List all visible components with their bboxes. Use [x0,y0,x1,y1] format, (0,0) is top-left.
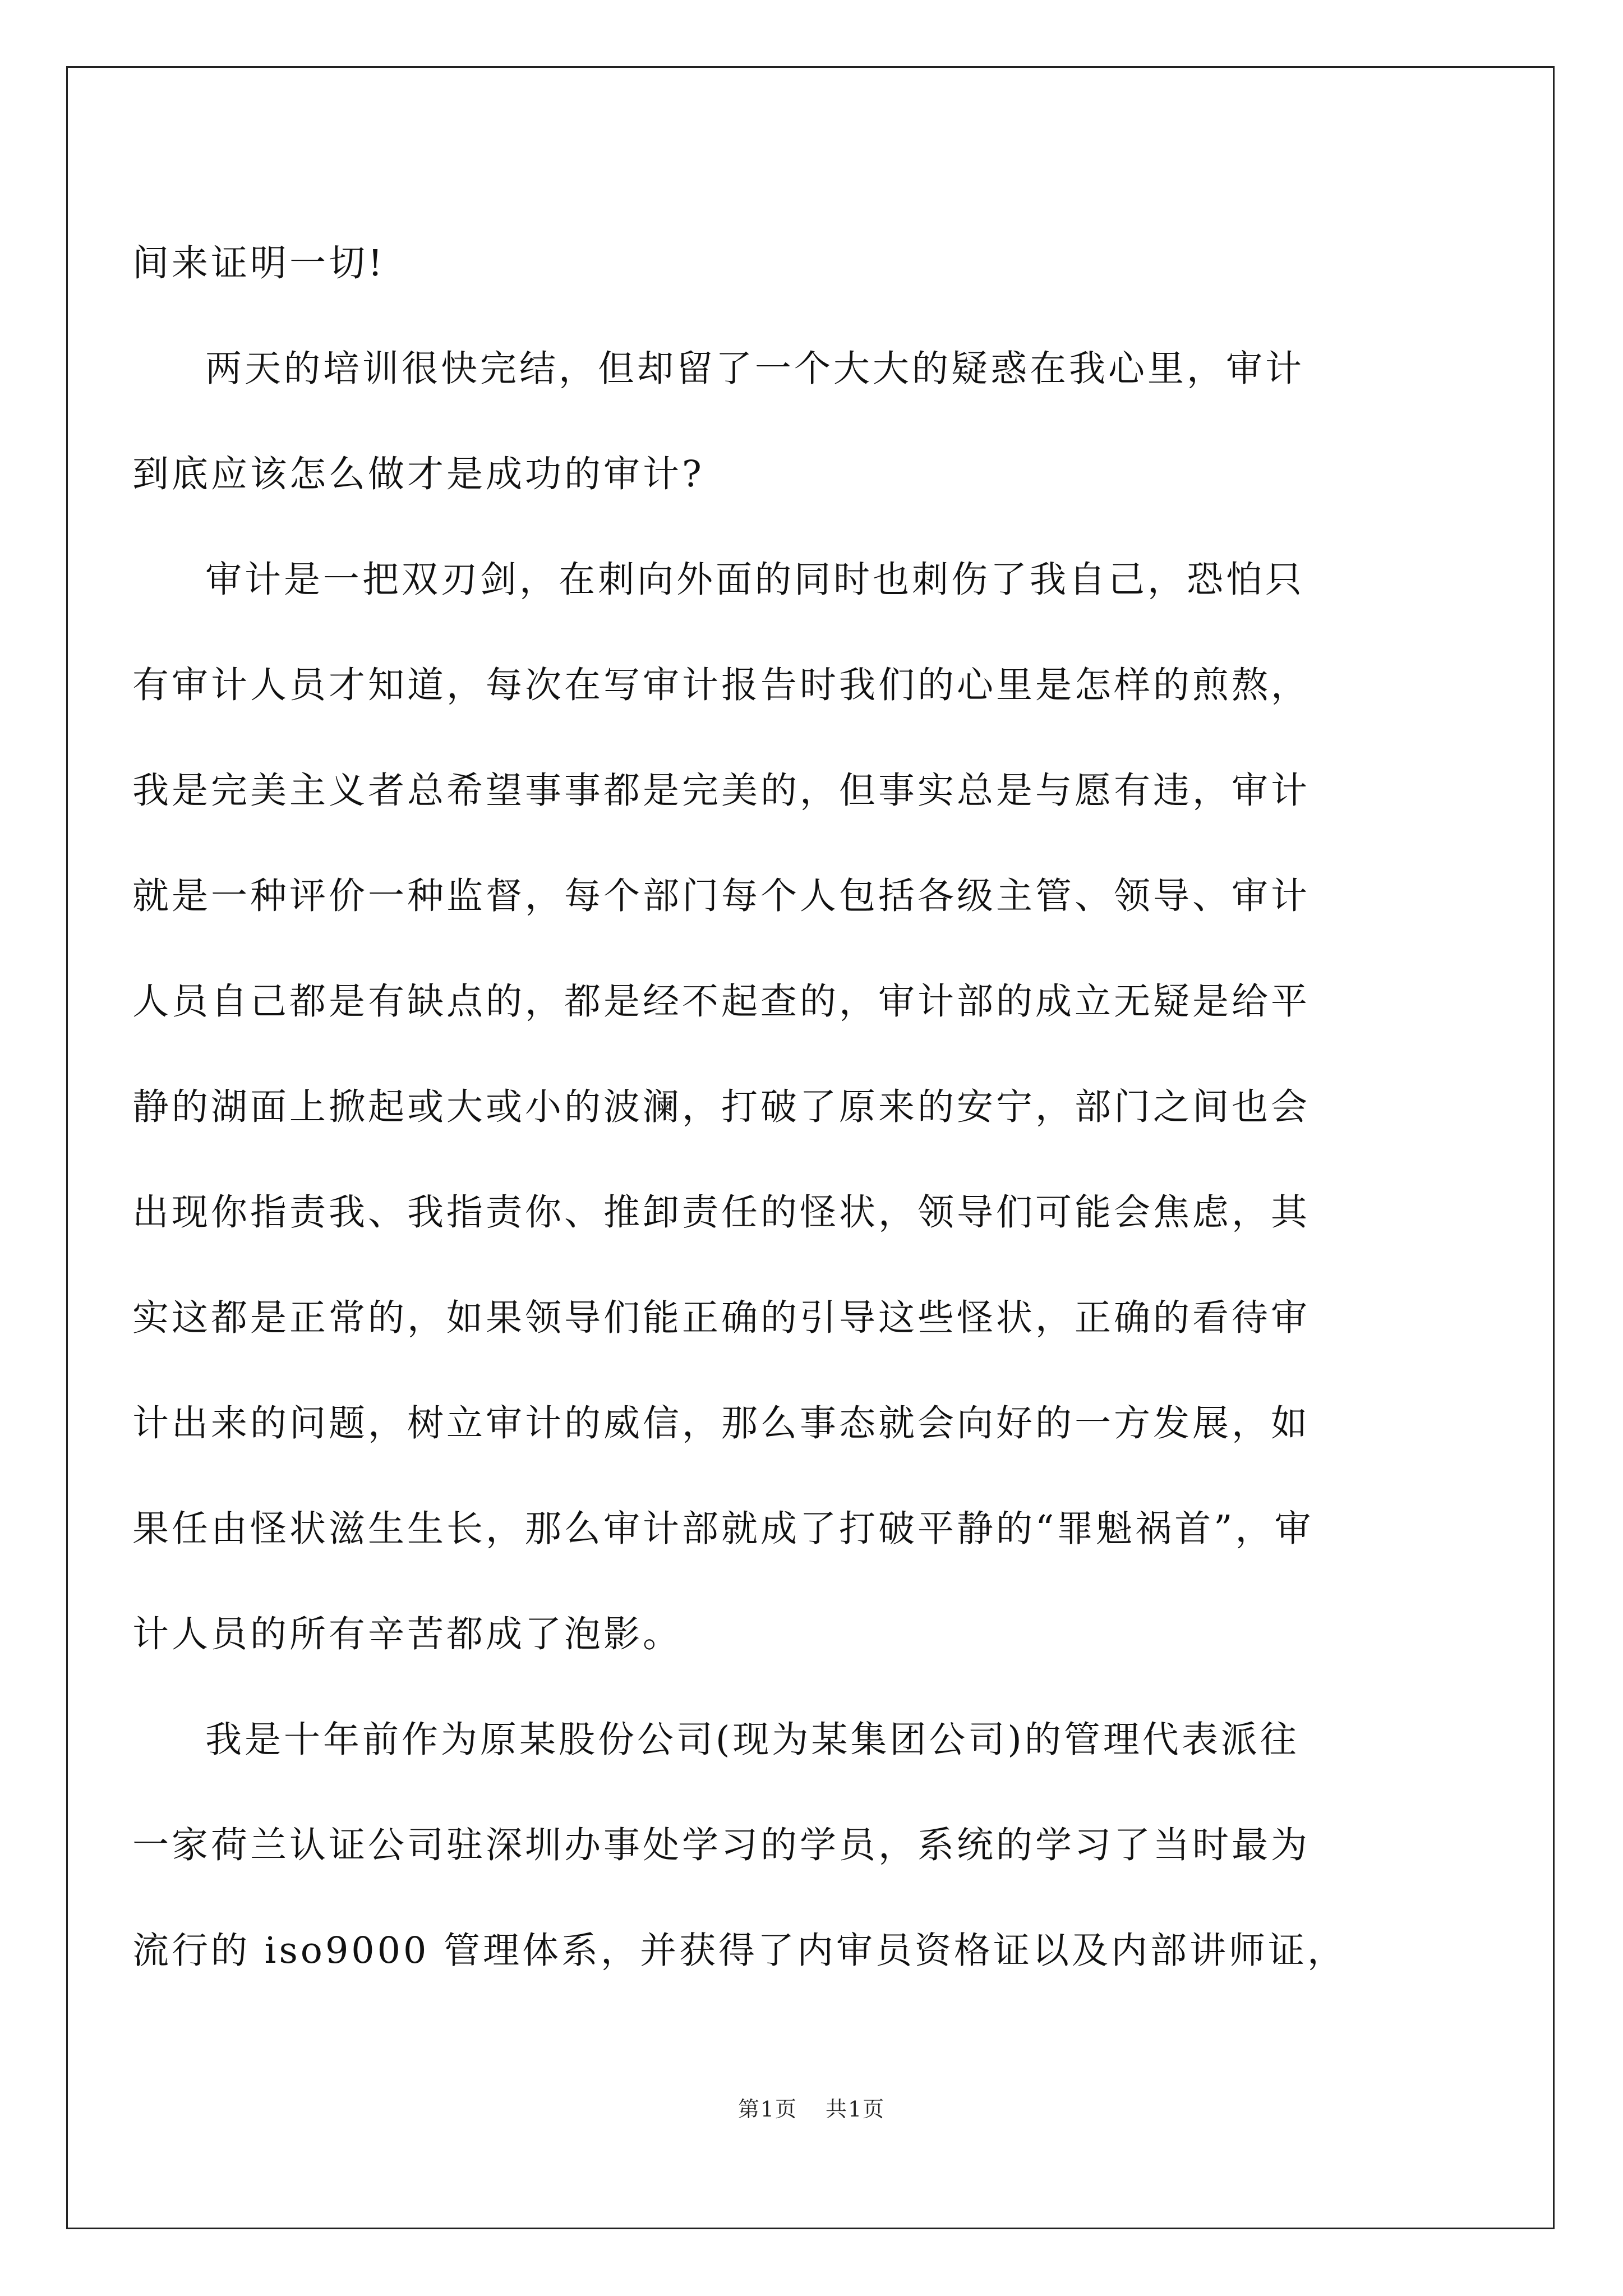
paragraph-3 [132,527,1440,1687]
paragraph-1 [132,211,1440,316]
text-line: 就是一种评价一种监督，每个部门每个人包括各级主管、领导、审计 [132,875,1311,917]
text-line: 流行的 iso9000 管理体系，并获得了内审员资格证以及内部讲师证， [132,1930,1347,1972]
text-line: 到底应该怎么做才是成功的审计? [132,453,704,495]
page-total: 共1页 [826,2097,886,2122]
text-line: 出现你指责我、我指责你、推卸责任的怪状，领导们可能会焦虑，其 [132,1191,1311,1234]
text-line: 我是十年前作为原某股份公司(现为某集团公司)的管理代表派往 [205,1719,1299,1761]
text-line: 有审计人员才知道，每次在写审计报告时我们的心里是怎样的煎熬， [132,664,1311,706]
text-line: 我是完美主义者总希望事事都是完美的，但事实总是与愿有违，审计 [132,770,1311,812]
text-line: 实这都是正常的，如果领导们能正确的引导这些怪状，正确的看待审 [132,1297,1311,1339]
page-number: 第1页 [737,2097,797,2122]
page-footer [0,2095,1623,2123]
text-line: 一家荷兰认证公司驻深圳办事处学习的学员，系统的学习了当时最为 [132,1824,1311,1866]
text-line: 计人员的所有辛苦都成了泡影。 [132,1613,683,1655]
text-line: 计出来的问题，树立审计的威信，那么事态就会向好的一方发展，如 [132,1402,1311,1444]
document-body [132,211,1440,2004]
paragraph-4 [132,1687,1440,2004]
text-line: 果任由怪状滋生生长，那么审计部就成了打破平静的“罪魁祸首”，审 [132,1508,1314,1550]
text-line: 人员自己都是有缺点的，都是经不起查的，审计部的成立无疑是给平 [132,981,1311,1023]
text-line: 审计是一把双刃剑，在刺向外面的同时也刺伤了我自己，恐怕只 [205,559,1305,601]
text-line: 两天的培训很快完结，但却留了一个大大的疑惑在我心里，审计 [205,348,1305,390]
text-line: 静的湖面上掀起或大或小的波澜，打破了原来的安宁，部门之间也会 [132,1086,1311,1128]
paragraph-2 [132,316,1440,527]
text-line: 间来证明一切! [132,242,386,284]
